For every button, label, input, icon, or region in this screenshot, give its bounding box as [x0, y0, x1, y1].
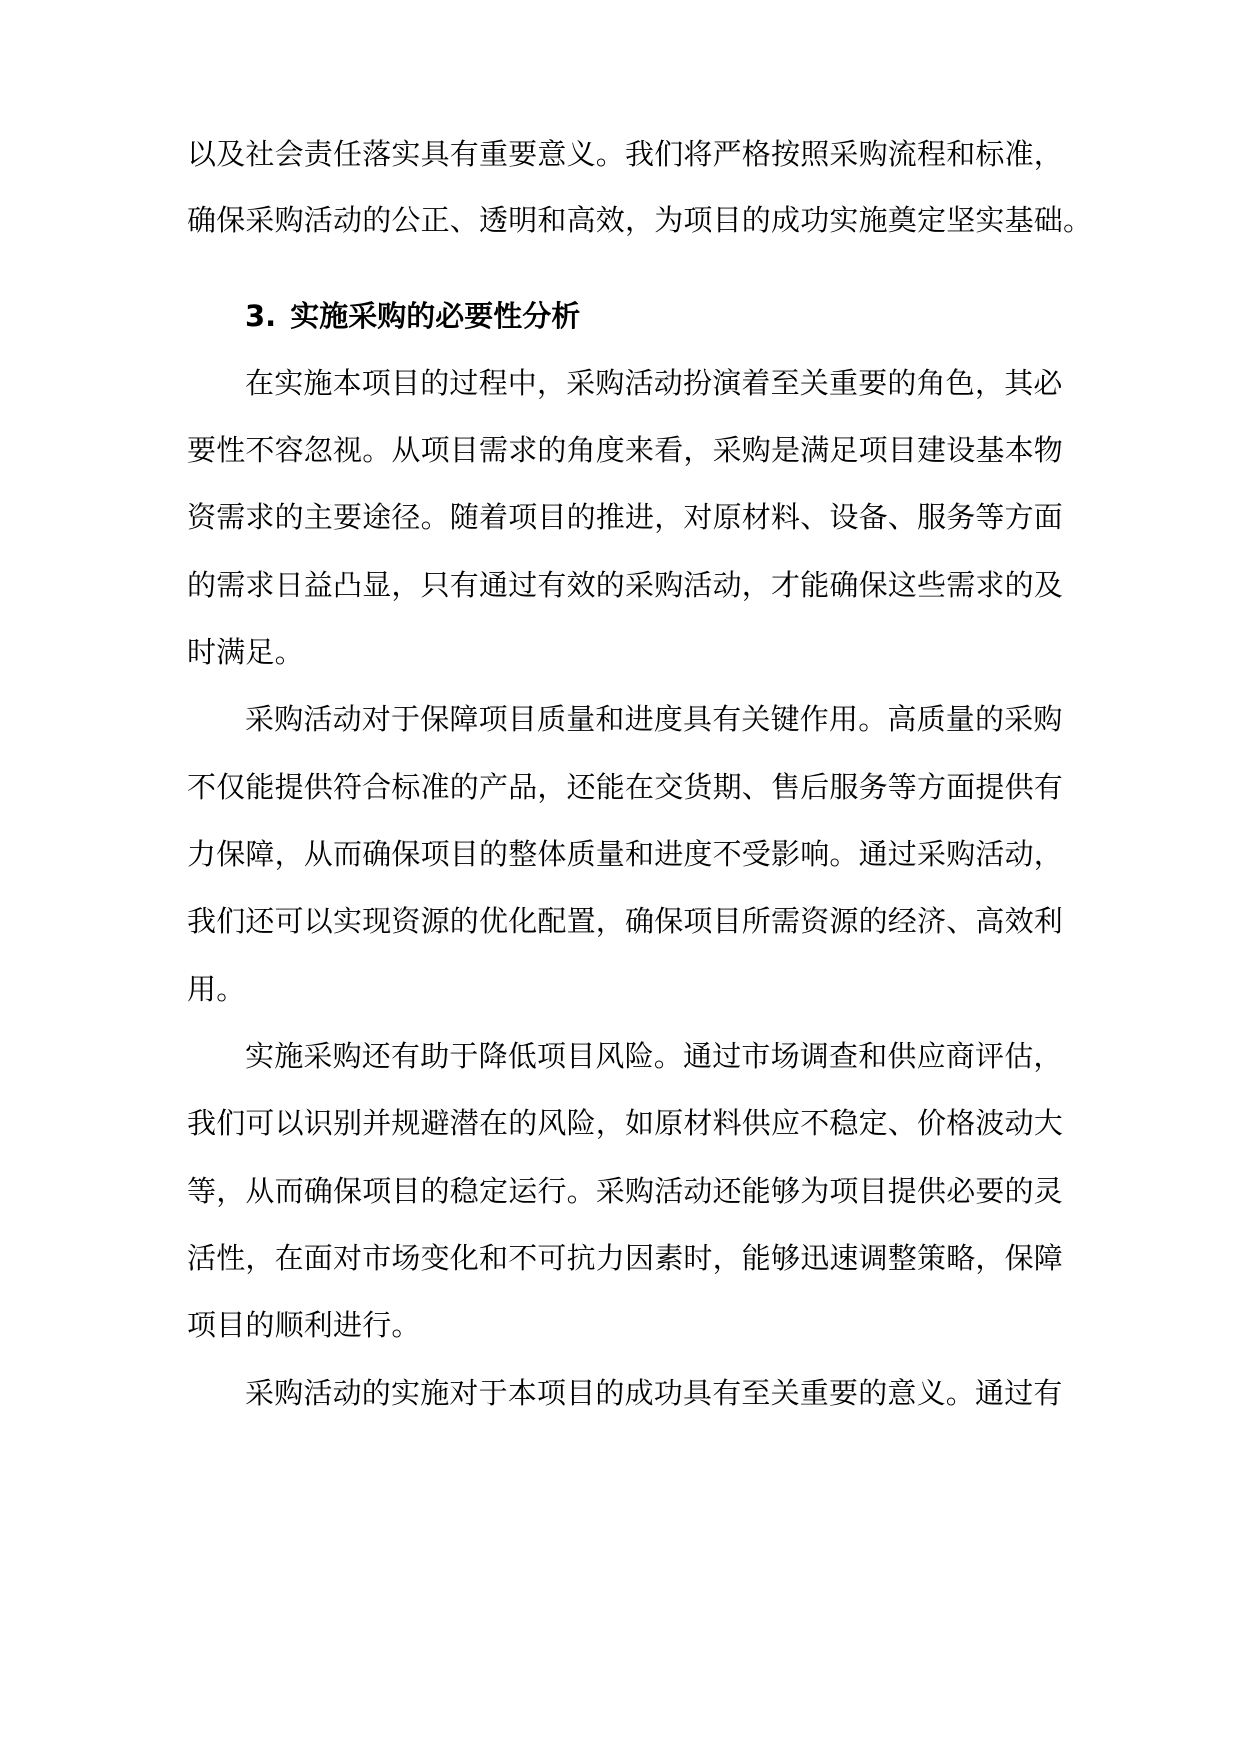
paragraph-3-line-3: 等，从而确保项目的稳定运行。采购活动还能够为项目提供必要的灵 [187, 1174, 1064, 1208]
paragraph-3-line-4: 活性，在面对市场变化和不可抗力因素时，能够迅速调整策略，保障 [187, 1241, 1064, 1275]
section-heading [245, 296, 580, 336]
intro-line-1: 以及社会责任落实具有重要意义。我们将严格按照采购流程和标准， [187, 137, 1064, 171]
paragraph-2-line-4: 我们还可以实现资源的优化配置，确保项目所需资源的经济、高效利 [187, 904, 1064, 938]
paragraph-1-line-1: 在实施本项目的过程中，采购活动扮演着至关重要的角色，其必 [245, 366, 1063, 400]
intro-line-2: 确保采购活动的公正、透明和高效，为项目的成功实施奠定坚实基础。 [187, 203, 1093, 237]
paragraph-2-line-1: 采购活动对于保障项目质量和进度具有关键作用。高质量的采购 [245, 702, 1063, 736]
section-title: 实施采购的必要性分析 [290, 299, 581, 333]
paragraph-2-line-5: 用。 [187, 972, 246, 1006]
paragraph-1-line-5: 时满足。 [187, 635, 304, 669]
paragraph-1-line-3: 资需求的主要途径。随着项目的推进，对原材料、设备、服务等方面 [187, 500, 1064, 534]
paragraph-3-line-2: 我们可以识别并规避潜在的风险，如原材料供应不稳定、价格波动大 [187, 1106, 1064, 1140]
paragraph-3-line-1: 实施采购还有助于降低项目风险。通过市场调查和供应商评估， [245, 1039, 1063, 1073]
paragraph-4-line-1: 采购活动的实施对于本项目的成功具有至关重要的意义。通过有 [245, 1376, 1063, 1410]
paragraph-2-line-2: 不仅能提供符合标准的产品，还能在交货期、售后服务等方面提供有 [187, 770, 1064, 804]
paragraph-1-line-2: 要性不容忽视。从项目需求的角度来看，采购是满足项目建设基本物 [187, 433, 1064, 467]
paragraph-3-line-5: 项目的顺利进行。 [187, 1308, 421, 1342]
paragraph-2-line-3: 力保障，从而确保项目的整体质量和进度不受影响。通过采购活动， [187, 837, 1064, 871]
section-number: 3. [245, 299, 277, 333]
paragraph-1-line-4: 的需求日益凸显，只有通过有效的采购活动，才能确保这些需求的及 [187, 568, 1064, 602]
